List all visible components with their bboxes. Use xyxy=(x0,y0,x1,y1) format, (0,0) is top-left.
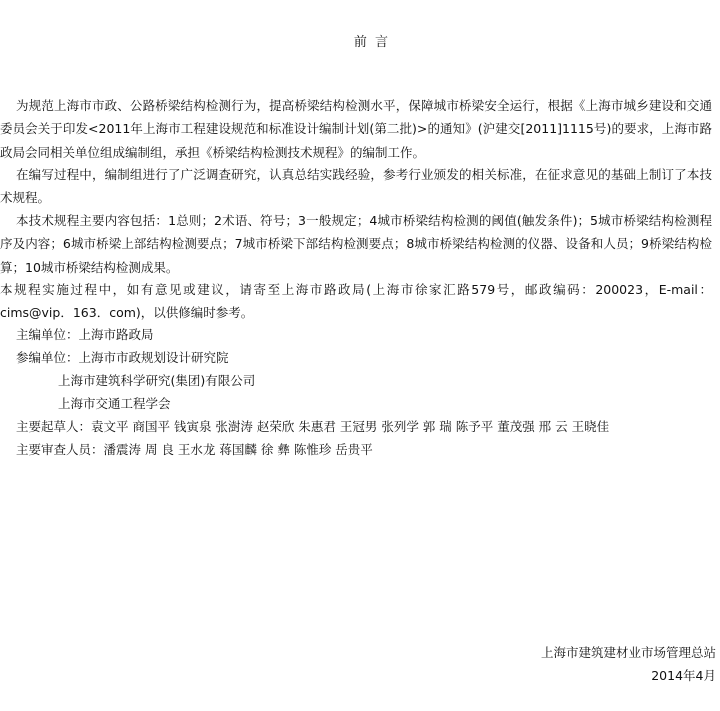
paragraph-process: 在编写过程中，编制组进行了广泛调查研究，认真总结实践经验，参考行业颁发的相关标准，在征求意见的基础上制订了本技术规程。 xyxy=(0,167,712,206)
paragraph-feedback: 本规程实施过程中，如有意见或建议，请寄至上海市路政局(上海市徐家汇路579号，邮政编码：200023，E-mail：cims@vip．163．com)，以供修编时参考。 xyxy=(0,282,712,321)
paragraph-purpose: 为规范上海市市政、公路桥梁结构检测行为，提高桥梁结构检测水平，保障城市桥梁安全运行，根据《上海市城乡建设和交通委员会关于印发<2011年上海市工程建设规范和标准设计编制计划(第二批)>的通知》(沪建交[2011]1115号)的要求，上海市路政局会同相关单位组成编制组，承担《桥梁结构检测技术规程》的编制工作。 xyxy=(0,98,712,160)
page-title: 前 言 xyxy=(353,35,391,50)
footer-organization: 上海市建筑建材业市场管理总站 xyxy=(540,645,716,660)
main-reviewers-line: 主要审查人员：潘震涛 周 良 王水龙 蒋国麟 徐 彝 陈惟珍 岳贵平 xyxy=(16,442,373,457)
chief-editor-line: 主编单位：上海市路政局 xyxy=(16,327,154,342)
participating-editor-line-2: 上海市建筑科学研究(集团)有限公司 xyxy=(58,373,256,388)
main-drafters-line: 主要起草人：袁文平 商国平 钱寅泉 张澍涛 赵荣欣 朱惠君 王冠男 张列学 郭 瑞 陈予平 董茂强 邢 云 王晓佳 xyxy=(16,419,610,434)
footer-date: 2014年4月 xyxy=(651,668,716,683)
participating-editor-line-3: 上海市交通工程学会 xyxy=(58,396,171,411)
paragraph-contents: 本技术规程主要内容包括：1总则；2术语、符号；3一般规定；4城市桥梁结构检测的阈值(触发条件)；5城市桥梁结构检测程序及内容；6城市桥梁上部结构检测要点；7城市桥梁下部结构检测要点；8城市桥梁结构检测的仪器、设备和人员；9桥梁结构检算；10城市桥梁结构检测成果。 xyxy=(0,213,712,275)
participating-editor-line: 参编单位：上海市市政规划设计研究院 xyxy=(16,350,229,365)
